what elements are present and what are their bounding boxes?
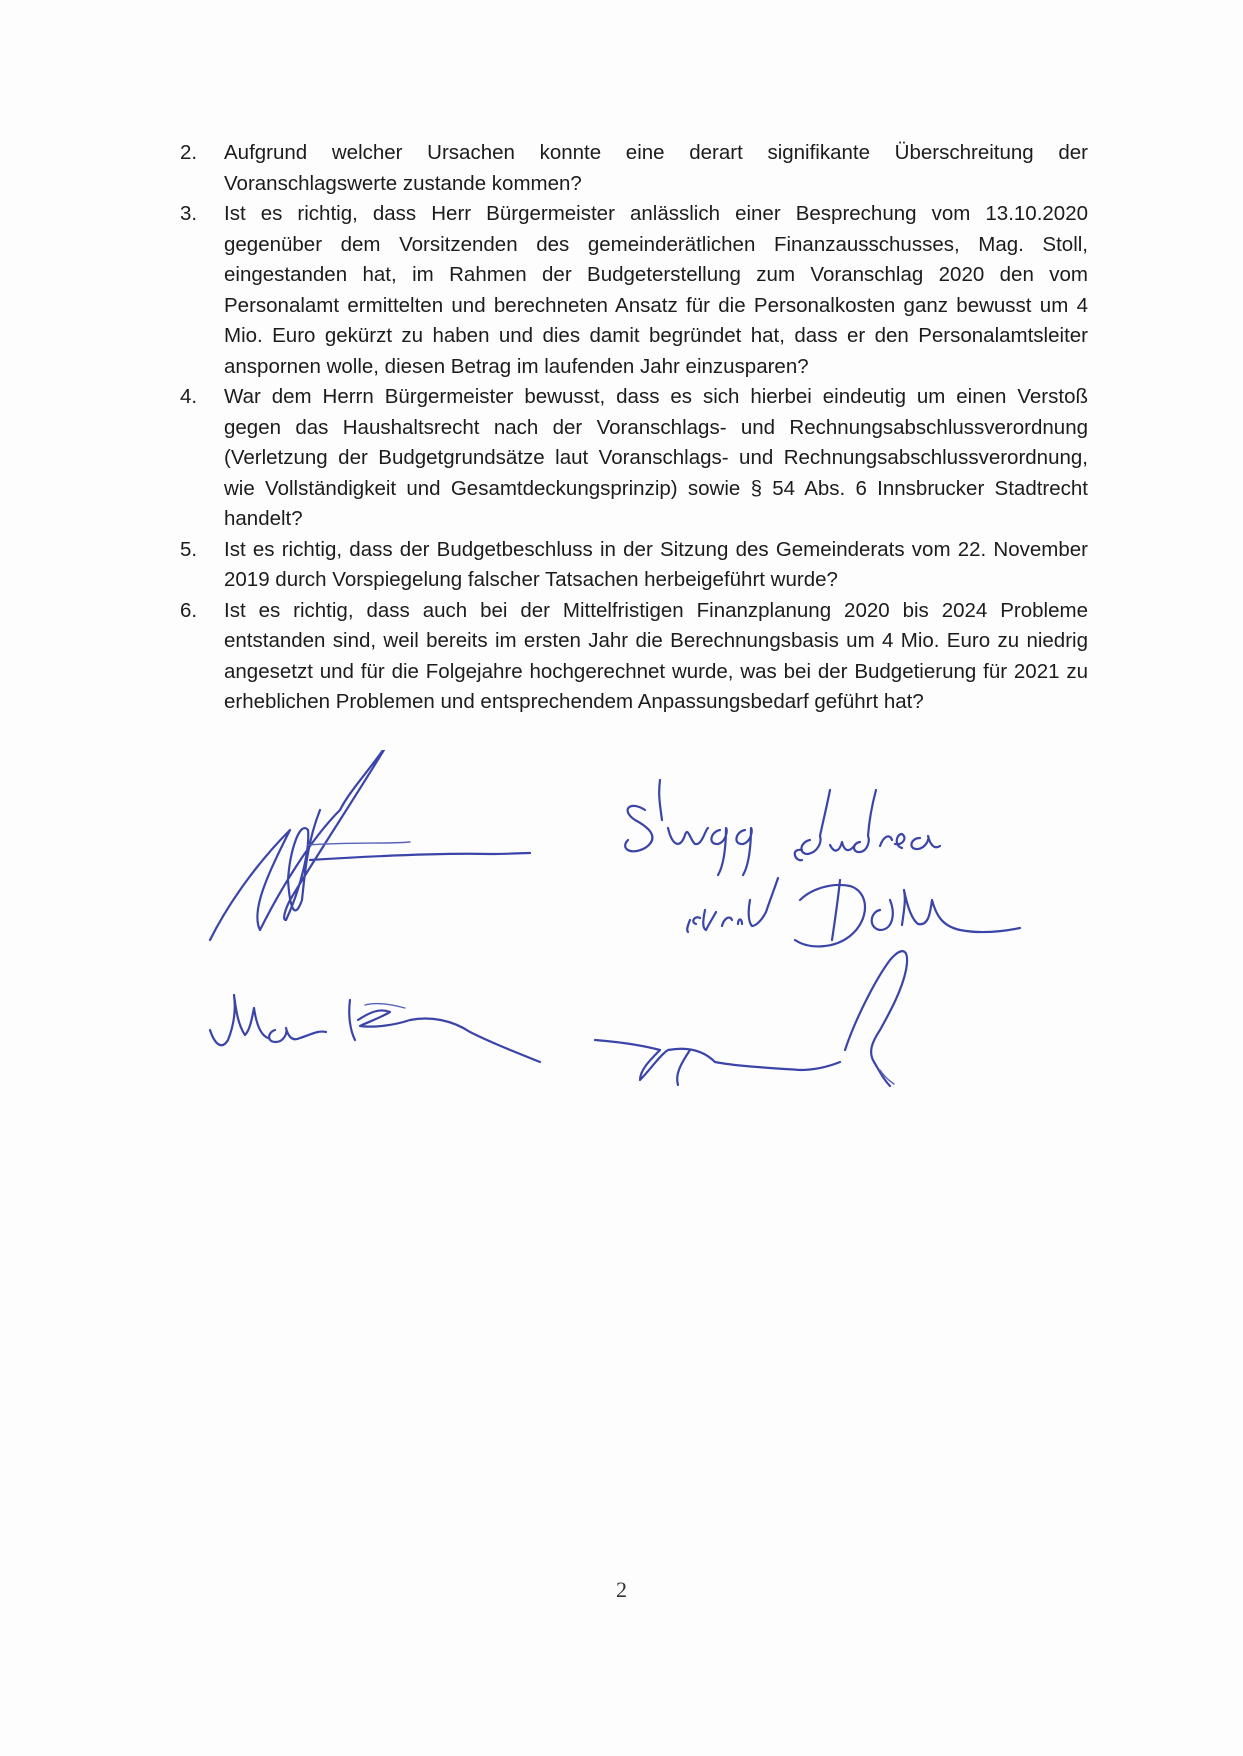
question-number: 5. [180, 537, 198, 561]
question-item [180, 596, 1088, 718]
question-text: War dem Herrn Bürgermeister bewusst, dass es sich hierbei eindeutig um einen Verstoß gegen das Haushaltsrecht nach der Voranschlags- und Rechnungsabschlussverordnung (Verletzung der Budgetgrundsätze laut Voranschlags- und Rechnungsabschlussverordnung, wie Vollständigkeit und Gesamtdeckungsprinzip) sowie § 54 Abs. 6 Innsbrucker Stadtrecht handelt? [224, 385, 1088, 530]
question-item [180, 535, 1088, 596]
signature-1 [210, 750, 530, 940]
signature-2 [625, 780, 940, 875]
question-number: 6. [180, 598, 198, 622]
signatures-drawing [190, 750, 1120, 1170]
question-text: Ist es richtig, dass Herr Bürgermeister anlässlich einer Besprechung vom 13.10.2020 gegenüber dem Vorsitzenden des gemeinderätlichen Finanzausschusses, Mag. Stoll, eingestanden hat, im Rahmen der Budgeterstellung zum Voranschlag 2020 den vom Personalamt ermittelten und berechneten Ansatz für die Personalkosten ganz bewusst um 4 Mio. Euro gekürzt zu haben und dies damit begründet hat, dass er den Personalamtsleiter anspornen wolle, diesen Betrag im laufenden Jahr einzusparen? [224, 202, 1088, 378]
question-text: Ist es richtig, dass auch bei der Mittelfristigen Finanzplanung 2020 bis 2024 Probleme entstanden sind, weil bereits im ersten Jahr die Berechnungsbasis um 4 Mio. Euro zu niedrig angesetzt und für die Folgejahre hochgerechnet wurde, was bei der Budgetierung für 2021 zu erheblichen Problemen und entsprechendem Anpassungsbedarf geführt hat? [224, 598, 1088, 713]
question-number: 3. [180, 202, 198, 225]
page-number: 2 [616, 1577, 627, 1602]
question-number: 2. [180, 141, 198, 164]
signature-block [190, 750, 1120, 1170]
question-text: Aufgrund welcher Ursachen konnte eine derart signifikante Überschreitung der Voranschlagswerte zustande kommen? [224, 141, 1088, 195]
question-item [180, 382, 1088, 535]
question-number: 4. [180, 385, 198, 408]
question-item [180, 199, 1088, 382]
signature-4 [210, 995, 540, 1062]
signature-5 [595, 951, 907, 1086]
signature-3 [687, 878, 1020, 946]
question-list [180, 138, 1088, 718]
question-item [180, 138, 1088, 199]
question-text: Ist es richtig, dass der Budgetbeschluss in der Sitzung des Gemeinderats vom 22. November 2019 durch Vorspiegelung falscher Tatsachen herbeigeführt wurde? [224, 537, 1088, 591]
